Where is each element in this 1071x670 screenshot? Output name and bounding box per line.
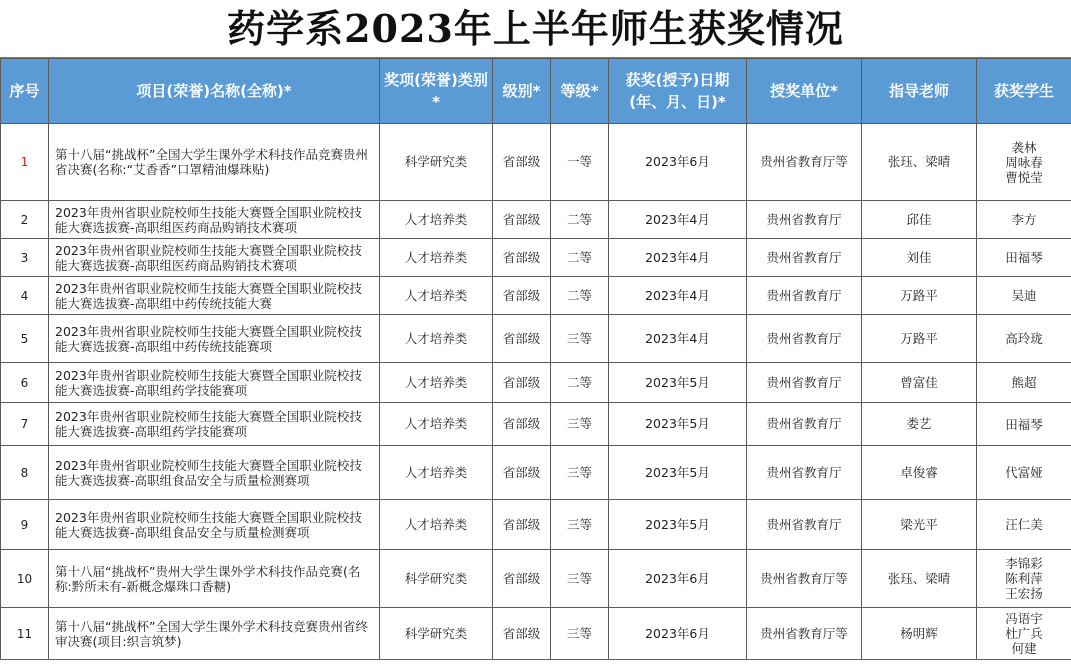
cell-level[interactable]: 省部级 — [493, 315, 551, 363]
student-name: 周咏春 — [1005, 154, 1043, 170]
cell-unit[interactable]: 贵州省教育厅 — [747, 201, 862, 239]
table-row — [1, 363, 1071, 403]
header-grade[interactable]: 等级* — [551, 59, 609, 124]
cell-name[interactable]: 2023年贵州省职业院校师生技能大赛暨全国职业院校技能大赛选拔赛-高职组药学技能赛项 — [49, 403, 380, 446]
cell-category[interactable]: 科学研究类 — [380, 124, 493, 201]
cell-grade[interactable]: 一等 — [551, 124, 609, 201]
cell-seq[interactable]: 4 — [1, 277, 49, 315]
cell-seq[interactable]: 8 — [1, 446, 49, 500]
cell-level[interactable]: 省部级 — [493, 608, 551, 660]
cell-seq[interactable]: 11 — [1, 608, 49, 660]
cell-students[interactable] — [977, 550, 1071, 608]
student-name: 曹悦莹 — [1005, 169, 1043, 185]
cell-name[interactable]: 第十八届“挑战杯”贵州大学生课外学术科技作品竞赛(名称:黔所未有-新概念爆珠口香糖) — [49, 550, 380, 608]
cell-seq[interactable]: 6 — [1, 363, 49, 403]
cell-date[interactable]: 2023年5月 — [609, 500, 747, 550]
cell-students[interactable] — [977, 446, 1071, 500]
cell-seq[interactable]: 7 — [1, 403, 49, 446]
cell-unit[interactable]: 贵州省教育厅 — [747, 239, 862, 277]
cell-level[interactable]: 省部级 — [493, 446, 551, 500]
cell-teacher[interactable]: 万路平 — [862, 315, 977, 363]
cell-date[interactable]: 2023年6月 — [609, 124, 747, 201]
cell-level[interactable]: 省部级 — [493, 201, 551, 239]
cell-unit[interactable]: 贵州省教育厅等 — [747, 608, 862, 660]
cell-category[interactable]: 人才培养类 — [380, 363, 493, 403]
cell-teacher[interactable]: 刘佳 — [862, 239, 977, 277]
awards-table — [0, 58, 1071, 660]
table-row — [1, 124, 1071, 201]
cell-unit[interactable]: 贵州省教育厅 — [747, 403, 862, 446]
cell-seq[interactable]: 1 — [1, 124, 49, 201]
student-name: 熊超 — [1011, 375, 1037, 390]
header-students[interactable]: 获奖学生 — [977, 59, 1071, 124]
student-name: 李方 — [1011, 212, 1037, 227]
cell-date[interactable]: 2023年6月 — [609, 550, 747, 608]
cell-teacher[interactable]: 杨明辉 — [862, 608, 977, 660]
cell-unit[interactable]: 贵州省教育厅 — [747, 500, 862, 550]
cell-name[interactable]: 2023年贵州省职业院校师生技能大赛暨全国职业院校技能大赛选拔赛-高职组中药传统技能赛项 — [49, 315, 380, 363]
cell-teacher[interactable]: 梁光平 — [862, 500, 977, 550]
cell-level[interactable]: 省部级 — [493, 277, 551, 315]
cell-unit[interactable]: 贵州省教育厅 — [747, 363, 862, 403]
cell-unit[interactable]: 贵州省教育厅 — [747, 315, 862, 363]
header-category[interactable]: 奖项(荣誉)类别* — [380, 59, 493, 124]
student-name: 杜广兵 — [1005, 626, 1043, 641]
cell-date[interactable]: 2023年5月 — [609, 403, 747, 446]
cell-name[interactable]: 2023年贵州省职业院校师生技能大赛暨全国职业院校技能大赛选拔赛-高职组食品安全与质量检测赛项 — [49, 500, 380, 550]
cell-grade[interactable]: 二等 — [551, 277, 609, 315]
cell-date[interactable]: 2023年4月 — [609, 201, 747, 239]
table-row — [1, 403, 1071, 446]
cell-level[interactable]: 省部级 — [493, 363, 551, 403]
cell-level[interactable]: 省部级 — [493, 550, 551, 608]
header-level[interactable]: 级别* — [493, 59, 551, 124]
cell-students[interactable] — [977, 315, 1071, 363]
student-name: 李锦彩 — [1005, 556, 1043, 571]
cell-grade[interactable]: 二等 — [551, 363, 609, 403]
student-name: 陈利萍 — [1005, 571, 1043, 586]
student-name: 何建 — [1011, 641, 1037, 656]
cell-unit[interactable]: 贵州省教育厅 — [747, 446, 862, 500]
cell-grade[interactable]: 三等 — [551, 446, 609, 500]
cell-name[interactable]: 2023年贵州省职业院校师生技能大赛暨全国职业院校技能大赛选拔赛-高职组食品安全与质量检测赛项 — [49, 446, 380, 500]
table-row — [1, 608, 1071, 660]
cell-seq[interactable]: 3 — [1, 239, 49, 277]
cell-unit[interactable]: 贵州省教育厅等 — [747, 124, 862, 201]
cell-date[interactable]: 2023年6月 — [609, 608, 747, 660]
cell-students[interactable] — [977, 363, 1071, 403]
cell-category[interactable]: 人才培养类 — [380, 277, 493, 315]
cell-category[interactable]: 人才培养类 — [380, 446, 493, 500]
cell-name[interactable]: 2023年贵州省职业院校师生技能大赛暨全国职业院校技能大赛选拔赛-高职组医药商品购销技术赛项 — [49, 201, 380, 239]
cell-students[interactable] — [977, 403, 1071, 446]
cell-seq[interactable]: 5 — [1, 315, 49, 363]
cell-unit[interactable]: 贵州省教育厅等 — [747, 550, 862, 608]
cell-students[interactable] — [977, 201, 1071, 239]
cell-grade[interactable]: 二等 — [551, 239, 609, 277]
cell-name[interactable]: 第十八届“挑战杯”全国大学生课外学术科技竞赛贵州省终审决赛(项目:织言筑梦) — [49, 608, 380, 660]
student-name: 王宏扬 — [1005, 586, 1043, 601]
student-name: 吴迪 — [1011, 288, 1037, 303]
student-name: 冯语宇 — [1005, 611, 1043, 626]
cell-teacher[interactable]: 张珏、梁晴 — [862, 550, 977, 608]
cell-name[interactable]: 2023年贵州省职业院校师生技能大赛暨全国职业院校技能大赛选拔赛-高职组药学技能赛项 — [49, 363, 380, 403]
table-row — [1, 550, 1071, 608]
cell-level[interactable]: 省部级 — [493, 500, 551, 550]
header-date[interactable]: 获奖(授予)日期(年、月、日)* — [609, 59, 747, 124]
header-seq[interactable]: 序号 — [1, 59, 49, 124]
cell-grade[interactable]: 三等 — [551, 500, 609, 550]
cell-teacher[interactable]: 张珏、梁晴 — [862, 124, 977, 201]
cell-category[interactable]: 科学研究类 — [380, 550, 493, 608]
cell-students[interactable] — [977, 608, 1071, 660]
cell-seq[interactable]: 10 — [1, 550, 49, 608]
cell-date[interactable]: 2023年5月 — [609, 446, 747, 500]
cell-grade[interactable]: 三等 — [551, 608, 609, 660]
cell-grade[interactable]: 二等 — [551, 201, 609, 239]
cell-name[interactable]: 2023年贵州省职业院校师生技能大赛暨全国职业院校技能大赛选拔赛-高职组医药商品购销技术赛项 — [49, 239, 380, 277]
header-name[interactable]: 项目(荣誉)名称(全称)* — [49, 59, 380, 124]
table-row — [1, 277, 1071, 315]
sheet-title: 药学系2023年上半年师生获奖情况 — [0, 0, 1071, 58]
table-row — [1, 315, 1071, 363]
cell-name[interactable]: 第十八届“挑战杯”全国大学生课外学术科技作品竞赛贵州省决赛(名称:“艾香香”口罩精油爆珠贴) — [49, 124, 380, 201]
table-row — [1, 201, 1071, 239]
student-name: 汪仁美 — [1005, 517, 1043, 532]
header-teacher[interactable]: 指导老师 — [862, 59, 977, 124]
cell-students[interactable] — [977, 239, 1071, 277]
cell-date[interactable]: 2023年4月 — [609, 315, 747, 363]
cell-level[interactable]: 省部级 — [493, 239, 551, 277]
cell-grade[interactable]: 三等 — [551, 315, 609, 363]
student-name: 代富娅 — [1005, 465, 1043, 480]
cell-name[interactable]: 2023年贵州省职业院校师生技能大赛暨全国职业院校技能大赛选拔赛-高职组中药传统技能大赛 — [49, 277, 380, 315]
cell-teacher[interactable]: 邱佳 — [862, 201, 977, 239]
cell-seq[interactable]: 2 — [1, 201, 49, 239]
student-name: 田福琴 — [1005, 416, 1043, 432]
header-row — [1, 59, 1071, 124]
cell-category[interactable]: 人才培养类 — [380, 201, 493, 239]
cell-students[interactable] — [977, 500, 1071, 550]
header-unit[interactable]: 授奖单位* — [747, 59, 862, 124]
table-body — [1, 124, 1071, 660]
cell-category[interactable]: 人才培养类 — [380, 500, 493, 550]
cell-teacher[interactable]: 万路平 — [862, 277, 977, 315]
cell-date[interactable]: 2023年5月 — [609, 363, 747, 403]
table-row — [1, 446, 1071, 500]
cell-seq[interactable]: 9 — [1, 500, 49, 550]
student-name: 田福琴 — [1005, 250, 1043, 265]
cell-teacher[interactable]: 卓俊睿 — [862, 446, 977, 500]
cell-category[interactable]: 科学研究类 — [380, 608, 493, 660]
cell-unit[interactable]: 贵州省教育厅 — [747, 277, 862, 315]
cell-category[interactable]: 人才培养类 — [380, 315, 493, 363]
student-name: 袭林 — [1011, 139, 1037, 155]
cell-level[interactable]: 省部级 — [493, 124, 551, 201]
cell-grade[interactable]: 三等 — [551, 403, 609, 446]
cell-level[interactable]: 省部级 — [493, 403, 551, 446]
cell-teacher[interactable]: 娄艺 — [862, 403, 977, 446]
cell-teacher[interactable]: 曾富佳 — [862, 363, 977, 403]
table-row — [1, 239, 1071, 277]
cell-category[interactable]: 人才培养类 — [380, 403, 493, 446]
cell-grade[interactable]: 三等 — [551, 550, 609, 608]
student-name: 高玲珑 — [1005, 331, 1043, 346]
table-row — [1, 500, 1071, 550]
cell-date[interactable]: 2023年4月 — [609, 239, 747, 277]
cell-date[interactable]: 2023年4月 — [609, 277, 747, 315]
cell-students[interactable] — [977, 277, 1071, 315]
cell-students[interactable] — [977, 124, 1071, 201]
cell-category[interactable]: 人才培养类 — [380, 239, 493, 277]
